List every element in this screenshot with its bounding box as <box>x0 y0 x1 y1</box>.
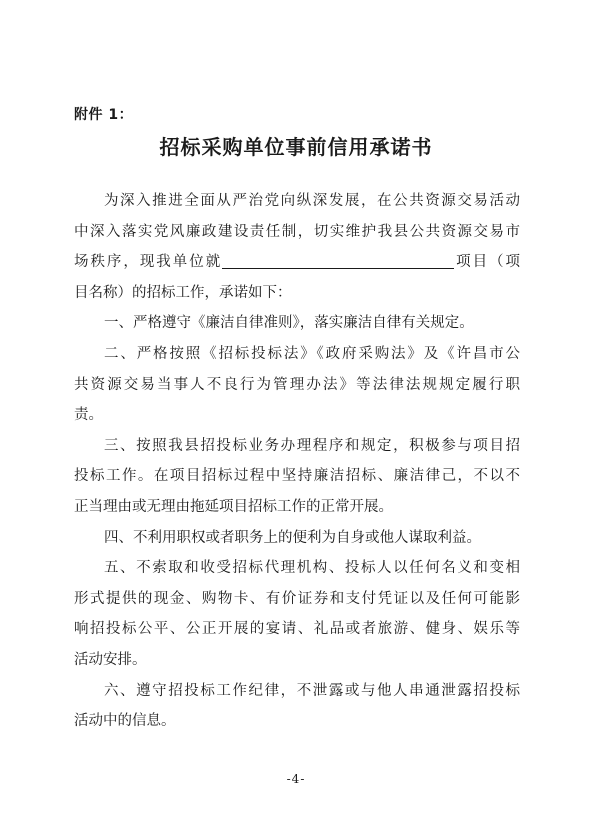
body-line: 正当理由或无理由拖延项目招标工作的正常开展。 <box>74 498 393 515</box>
body-line: 三、按照我县招投标业务办理程序和规定，积极参与项目招 <box>104 437 520 454</box>
body-line-with-blank <box>74 247 520 278</box>
body-line: 中深入落实党风廉政建设责任制，切实维护我县公共资源交易市 <box>74 223 520 240</box>
body-text: 场秩序，现我单位就 <box>74 254 223 271</box>
body-line: 为深入推进全面从严治党向纵深发展，在公共资源交易活动 <box>104 193 520 209</box>
page-number: -4- <box>286 772 306 786</box>
document-title: 招标采购单位事前信用承诺书 <box>159 135 433 159</box>
body-line: 活动安排。 <box>74 651 147 668</box>
attachment-label: 附件 1： <box>74 107 134 123</box>
body-line: 投标工作。在项目招标过程中坚持廉洁招标、廉洁律己，不以不 <box>74 468 520 485</box>
body-line: 形式提供的现金、购物卡、有价证券和支付凭证以及任何可能影 <box>74 590 520 607</box>
body-text: 项目（项 <box>454 254 521 271</box>
body-line: 责。 <box>74 407 103 424</box>
body-line: 四、不利用职权或者职务上的便利为自身或他人谋取利益。 <box>104 529 481 546</box>
body-line: 一、严格遵守《廉洁自律准则》，落实廉洁自律有关规定。 <box>104 315 474 332</box>
body-line: 目名称）的招标工作，承诺如下： <box>74 284 292 301</box>
document-body <box>74 186 520 737</box>
body-line: 响招投标公平、公正开展的宴请、礼品或者旅游、健身、娱乐等 <box>74 621 520 638</box>
project-name-blank <box>222 250 454 269</box>
body-line: 活动中的信息。 <box>74 713 176 730</box>
body-line: 共资源交易当事人不良行为管理办法》等法律法规规定履行职 <box>74 376 520 393</box>
body-line: 六、遵守招投标工作纪律，不泄露或与他人串通泄露招投标 <box>104 682 520 699</box>
body-line: 五、不索取和收受招标代理机构、投标人以任何名义和变相 <box>104 560 520 577</box>
body-line: 二、严格按照《招标投标法》《政府采购法》及《许昌市公 <box>104 345 520 362</box>
